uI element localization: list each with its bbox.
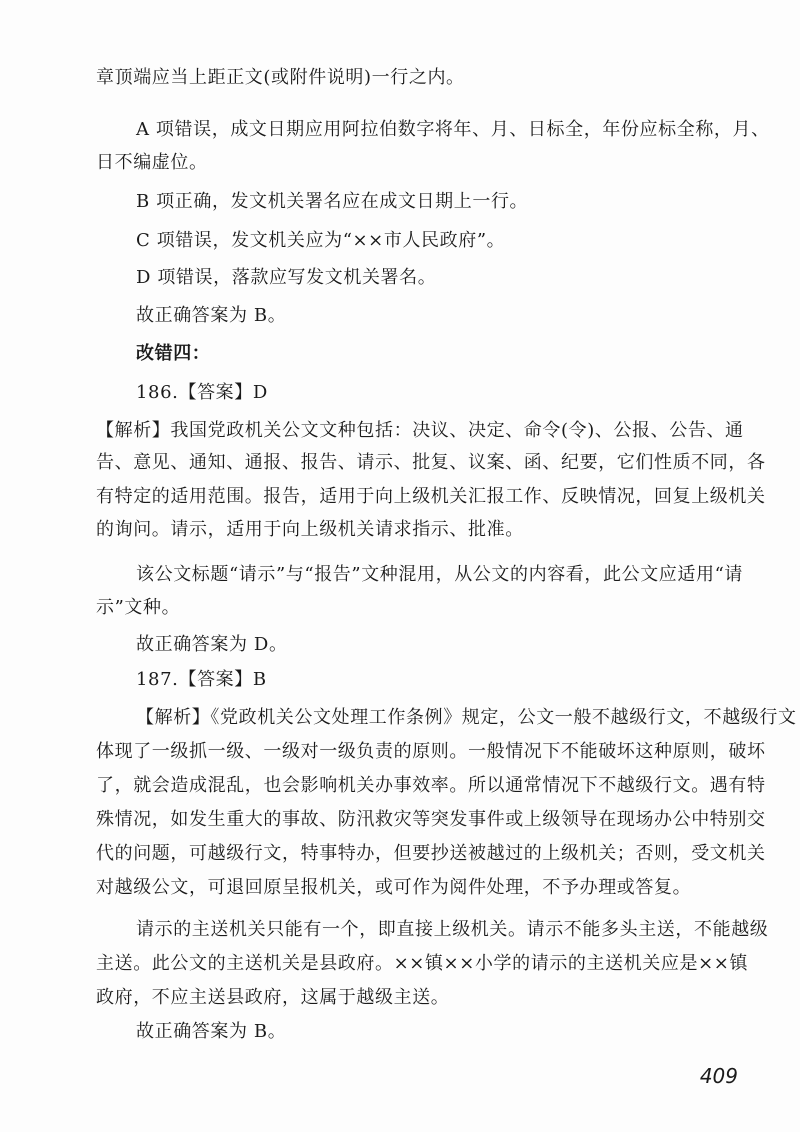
text-line: 了，就会造成混乱，也会影响机关办事效率。所以通常情况下不越级行文。遇有特 (96, 775, 766, 796)
text-line: B 项正确，发文机关署名应在成文日期上一行。 (136, 191, 529, 212)
text-line: 对越级公文，可退回原呈报机关，或可作为阅件处理，不予办理或答复。 (96, 877, 692, 898)
text-line: 示”文种。 (96, 597, 181, 618)
text-line: 该公文标题“请示”与“报告”文种混用，从公文的内容看，此公文应适用“请 (136, 564, 744, 585)
text-line: 殊情况，如发生重大的事故、防汛救灾等突发事件或上级领导在现场办公中特别交 (96, 809, 766, 830)
text-line: 【解析】《党政机关公文处理工作条例》规定，公文一般不越级行文，不越级行文 (136, 707, 797, 728)
text-line: 故正确答案为 D。 (136, 634, 288, 655)
text-line: 代的问题，可越级行文，特事特办，但要抄送被越过的上级机关；否则，受文机关 (96, 843, 766, 864)
text-line: 主送。此公文的主送机关是县政府。××镇××小学的请示的主送机关应是××镇 (96, 953, 749, 974)
section-heading: 改错四： (136, 343, 211, 364)
answer-heading: 187.【答案】B (136, 669, 267, 690)
text-line: C 项错误，发文机关应为“××市人民政府”。 (136, 230, 506, 251)
text-line: 请示的主送机关只能有一个，即直接上级机关。请示不能多头主送，不能越级 (136, 919, 769, 940)
text-line: 日不编虚位。 (96, 152, 208, 173)
text-line: 体现了一级抓一级、一级对一级负责的原则。一般情况下不能破坏这种原则，破坏 (96, 741, 766, 762)
answer-heading: 186.【答案】D (136, 382, 268, 403)
text-line: 故正确答案为 B。 (136, 305, 287, 326)
text-line: 告、意见、通知、通报、报告、请示、批复、议案、函、纪要，它们性质不同，各 (96, 452, 766, 473)
text-line: 章顶端应当上距正文(或附件说明)一行之内。 (96, 67, 465, 88)
text-line: 故正确答案为 B。 (136, 1021, 287, 1042)
text-line: 有特定的适用范围。报告，适用于向上级机关汇报工作、反映情况，回复上级机关 (96, 486, 766, 507)
text-line: 政府，不应主送县政府，这属于越级主送。 (96, 987, 450, 1008)
text-line: A 项错误，成文日期应用阿拉伯数字将年、月、日标全，年份应标全称，月、 (136, 119, 770, 140)
page-number: 409 (699, 1064, 738, 1088)
text-line: D 项错误，落款应写发文机关署名。 (136, 267, 437, 288)
text-line: 【解析】我国党政机关公文文种包括：决议、决定、命令(令)、公报、公告、通 (96, 420, 744, 441)
text-line: 的询问。请示，适用于向上级机关请求指示、批准。 (96, 519, 524, 540)
